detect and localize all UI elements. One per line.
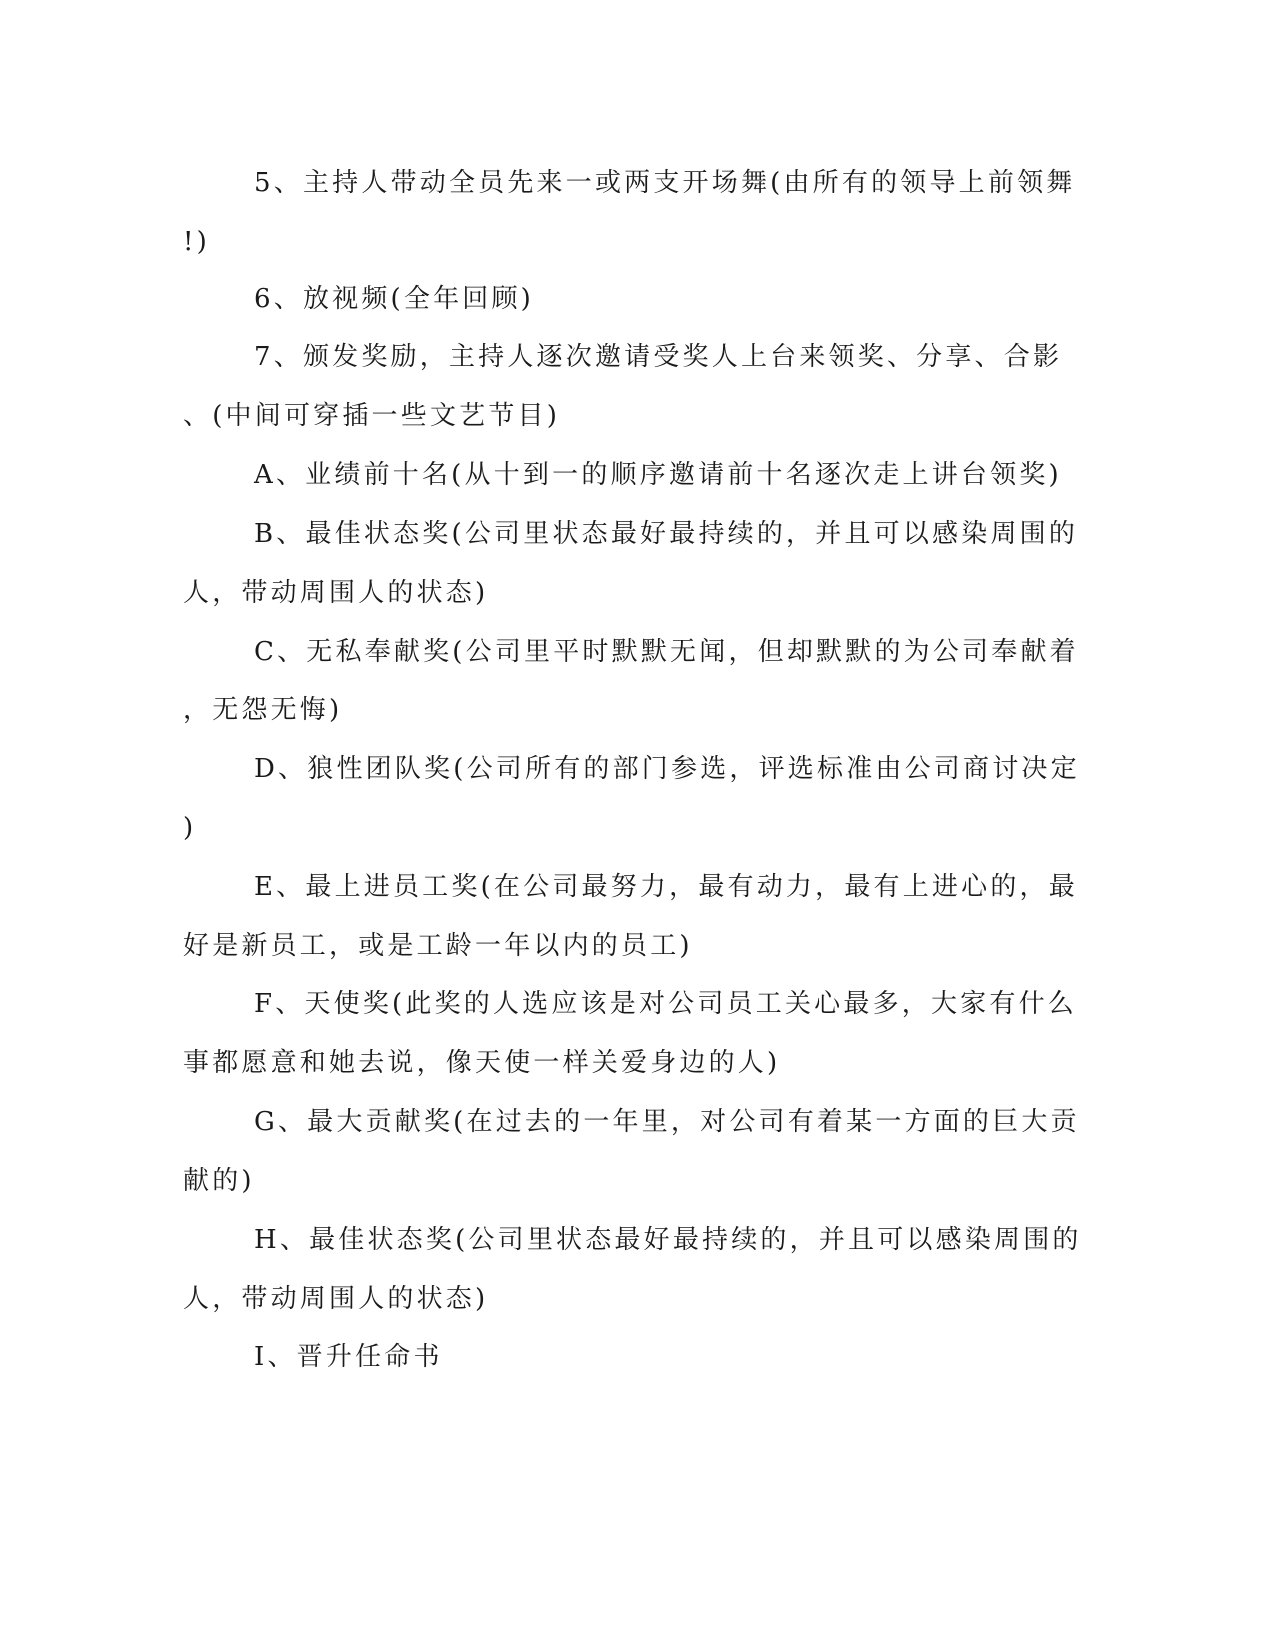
text-line-item-d: D、狼性团队奖(公司所有的部门参选，评选标准由公司商讨决定 bbox=[254, 754, 1080, 784]
text-line-item-c-cont: ，无怨无悔) bbox=[183, 695, 343, 725]
text-line-item-e-cont: 好是新员工，或是工龄一年以内的员工) bbox=[183, 931, 693, 961]
text-line-item-h-cont: 人，带动周围人的状态) bbox=[183, 1284, 489, 1314]
text-line-item-7: 7、颁发奖励，主持人逐次邀请受奖人上台来领奖、分享、合影 bbox=[254, 342, 1063, 372]
text-line-item-b-cont: 人，带动周围人的状态) bbox=[183, 578, 489, 608]
text-line-item-5: 5、主持人带动全员先来一或两支开场舞(由所有的领导上前领舞 bbox=[254, 168, 1076, 198]
text-line-item-c: C、无私奉献奖(公司里平时默默无闻，但却默默的为公司奉献着 bbox=[254, 637, 1079, 667]
text-line-item-h: H、最佳状态奖(公司里状态最好最持续的，并且可以感染周围的 bbox=[254, 1225, 1082, 1255]
text-line-item-i: I、晋升任命书 bbox=[254, 1342, 443, 1372]
text-line-item-g-cont: 献的) bbox=[183, 1166, 255, 1196]
text-line-item-a: A、业绩前十名(从十到一的顺序邀请前十名逐次走上讲台领奖) bbox=[254, 460, 1062, 490]
text-line-item-6: 6、放视频(全年回顾) bbox=[254, 284, 535, 314]
text-line-item-f: F、天使奖(此奖的人选应该是对公司员工关心最多，大家有什么 bbox=[254, 989, 1077, 1019]
text-line-item-f-cont: 事都愿意和她去说，像天使一样关爱身边的人) bbox=[183, 1048, 781, 1078]
text-line-item-g: G、最大贡献奖(在过去的一年里，对公司有着某一方面的巨大贡 bbox=[254, 1107, 1080, 1137]
text-line-item-7-cont: 、(中间可穿插一些文艺节目) bbox=[183, 401, 561, 431]
text-line-item-d-cont: ) bbox=[183, 813, 197, 843]
text-line-item-5-cont: !) bbox=[183, 227, 210, 257]
text-line-item-b: B、最佳状态奖(公司里状态最好最持续的，并且可以感染周围的 bbox=[254, 519, 1079, 549]
text-line-item-e: E、最上进员工奖(在公司最努力，最有动力，最有上进心的，最 bbox=[254, 872, 1078, 902]
